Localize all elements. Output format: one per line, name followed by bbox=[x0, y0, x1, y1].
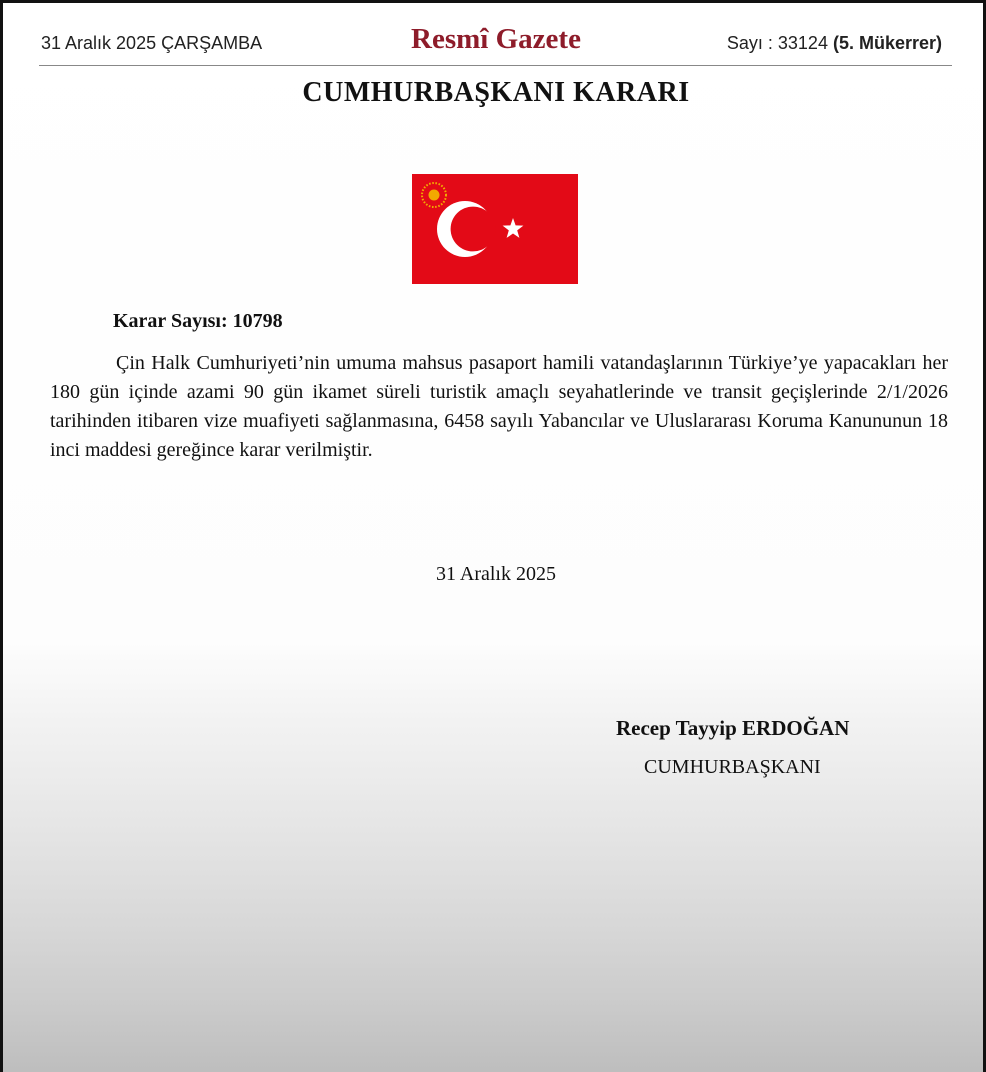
issue-number-suffix: (5. Mükerrer) bbox=[832, 33, 942, 53]
issue-number bbox=[727, 33, 942, 54]
masthead-title: Resmî Gazete bbox=[411, 23, 581, 55]
signer-title: CUMHURBAŞKANI bbox=[644, 756, 821, 778]
decision-body: Çin Halk Cumhuriyeti’nin umuma mahsus pasaport hamili vatandaşlarının Türkiye’ye yapacakları her 180 gün içinde azami 90 gün ikamet süreli turistik amaçlı seyahatlerinde ve transit geçişlerinde 2/1/2026 tarihinden itibaren vize muafiyeti sağlanmasına, 6458 sayılı Yabancılar ve Uluslararası Koruma Kanununun 18 inci maddesi gereğince karar verilmiştir. bbox=[50, 352, 948, 461]
decision-date: 31 Aralık 2025 bbox=[436, 563, 556, 585]
header-divider bbox=[39, 65, 952, 66]
document-title: CUMHURBAŞKANI KARARI bbox=[302, 77, 690, 108]
decision-number: Karar Sayısı: 10798 bbox=[113, 310, 283, 332]
signer-name: Recep Tayyip ERDOĞAN bbox=[616, 716, 850, 740]
issue-number-prefix: Sayı : 33124 bbox=[726, 33, 833, 53]
header-date: 31 Aralık 2025 ÇARŞAMBA bbox=[41, 33, 263, 53]
turkish-flag-icon bbox=[412, 174, 578, 284]
